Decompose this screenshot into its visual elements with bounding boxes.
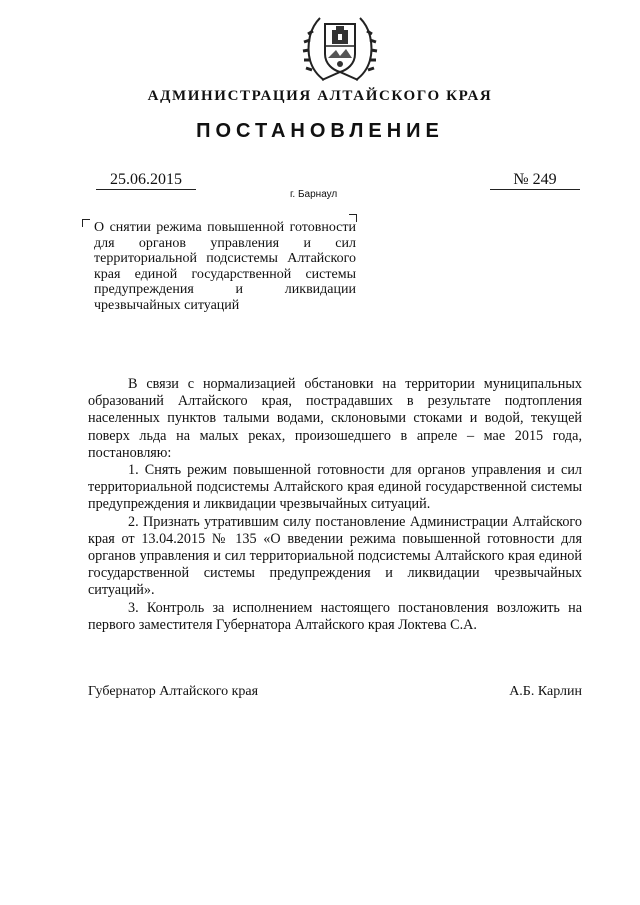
body-paragraph: 3. Контроль за исполнением настоящего постановления возложить на первого заместителя Губернатора Алтайского края Локтева С.А. [88,599,582,633]
document-type-title: ПОСТАНОВЛЕНИЕ [196,120,444,142]
subject-corner-bracket-left [82,219,90,227]
body-paragraph: В связи с нормализацией обстановки на территории муниципальных образований Алтайского края, пострадавших в результате подтопления населенных пунктов талыми водами, склоновыми стоками и водой, текущей поверх льда на малых реках, произошедшего в апреле – мае 2015 года, постановляю: [88,376,582,461]
document-body [88,376,582,634]
document-date: 25.06.2015 [96,171,196,190]
body-paragraph: 1. Снять режим повышенной готовности для органов управления и сил территориальной подсистемы Алтайского края единой государственной системы предупреждения и ликвидации чрезвычайных ситуаций. [88,462,582,513]
signature-name: А.Б. Карлин [509,684,582,699]
document-number: № 249 [490,171,580,190]
document-city: г. Барнаул [290,189,338,200]
organization-title: АДМИНИСТРАЦИЯ АЛТАЙСКОГО КРАЯ [147,88,493,104]
body-paragraph: 2. Признать утратившим силу постановление Администрации Алтайского края от 13.04.2015 № 135 «О введении режима повышенной готовности для органов управления и сил территориальной подсистемы Алтайского края единой государственной системы предупреждения и ликвидации чрезвычайных ситуаций». [88,513,582,599]
coat-of-arms-emblem [302,10,378,88]
signature-role: Губернатор Алтайского края [88,684,259,699]
subject-text: О снятии режима повышенной готовности для органов управления и сил территориальной подсистемы Алтайского края единой государственной системы предупреждения и ликвидации чрезвычайных ситуаций [94,220,356,313]
document-subject [94,220,356,314]
